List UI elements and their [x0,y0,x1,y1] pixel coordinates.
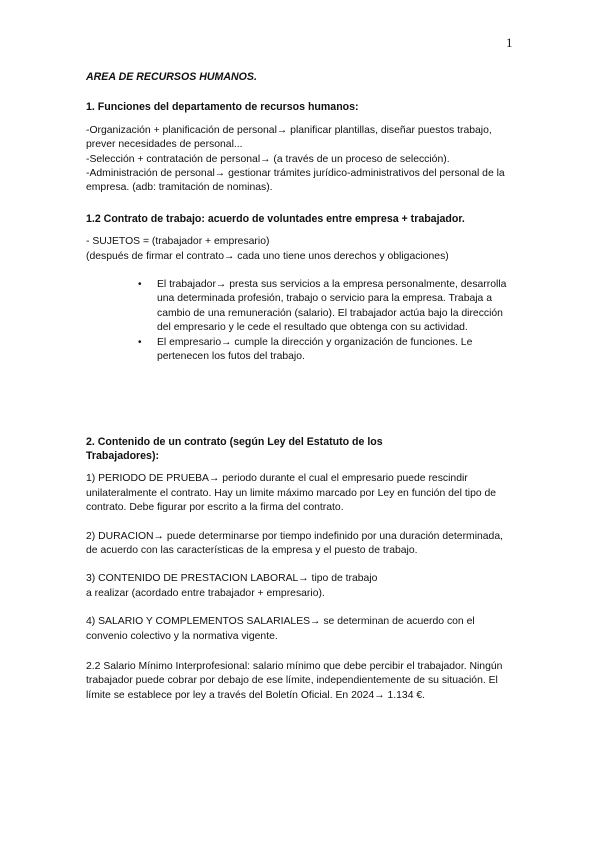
subjects-note: (después de firmar el contrato→ cada uno tiene unos derechos y obligaciones) [86,250,449,262]
contract-item: 2) DURACION→ puede determinarse por tiempo indefinido por una duración determinada, de acuerdo con las características de la empresa y el puesto de trabajo. [86,530,504,556]
contract-item: 1) PERIODO DE PRUEBA→ periodo durante el cual el empresario puede rescindir unilateralmente el contrato. Hay un limite máximo marcado por Ley en función del tipo de contrato. Debe figurar por escrito a la firma del contrato. [86,473,497,514]
section-1-line: -Selección + contratación de personal→ (a través de un proceso de selección). [86,153,450,165]
section-1-line: -Organización + planificación de personal→ planificar plantillas, diseñar puestos trabajo, prever necesidades de personal... [86,124,492,151]
page-number: 1 [506,35,513,50]
bullet-icon: • [138,336,142,348]
section-2-heading: 2. Contenido de un contrato (según Ley del Estatuto de los Trabajadores): [86,435,383,462]
list-item [138,336,510,365]
contract-item: 4) SALARIO Y COMPLEMENTOS SALARIALES→ se determinan de acuerdo con el convenio colectivo y la normativa vigente. [86,616,475,642]
subjects-line: - SUJETOS = (trabajador + empresario) [86,236,270,248]
parties-list [86,278,510,364]
list-item-text: El empresario→ cumple la dirección y organización de funciones. Le pertenecen los futos del trabajo. [157,336,473,363]
document-title: AREA DE RECURSOS HUMANOS. [86,71,257,83]
list-item-text: El trabajador→ presta sus servicios a la empresa personalmente, desarrolla una determinada profesión, trabajo o servicio para la empresa. Trabaja a cambio de una remuneración (salario). El trabajador actúa bajo la dirección del empresario y le cede el resultado que obtenga con su actividad. [157,279,507,334]
document-body [86,70,510,703]
minimum-wage-paragraph: 2.2 Salario Mínimo Interprofesional: salario mínimo que debe percibir el trabajador. Ningún trabajador puede cobrar por debajo de ese límite, independientemente de su situación. El límite se establece por ley a través del Boletín Oficial. En 2024→ 1.134 €. [86,660,503,701]
bullet-icon: • [138,279,142,291]
list-item [138,278,510,336]
section-1-heading: 1. Funciones del departamento de recursos humanos: [86,101,359,114]
contract-item: 3) CONTENIDO DE PRESTACION LABORAL→ tipo de trabajo a realizar (acordado entre trabajador + empresario). [86,573,378,599]
section-1-line: -Administración de personal→ gestionar trámites jurídico-administrativos del personal de la empresa. (adb: tramitación de nominas). [86,168,505,194]
section-1-2-heading: 1.2 Contrato de trabajo: acuerdo de voluntades entre empresa + trabajador. [86,212,465,225]
